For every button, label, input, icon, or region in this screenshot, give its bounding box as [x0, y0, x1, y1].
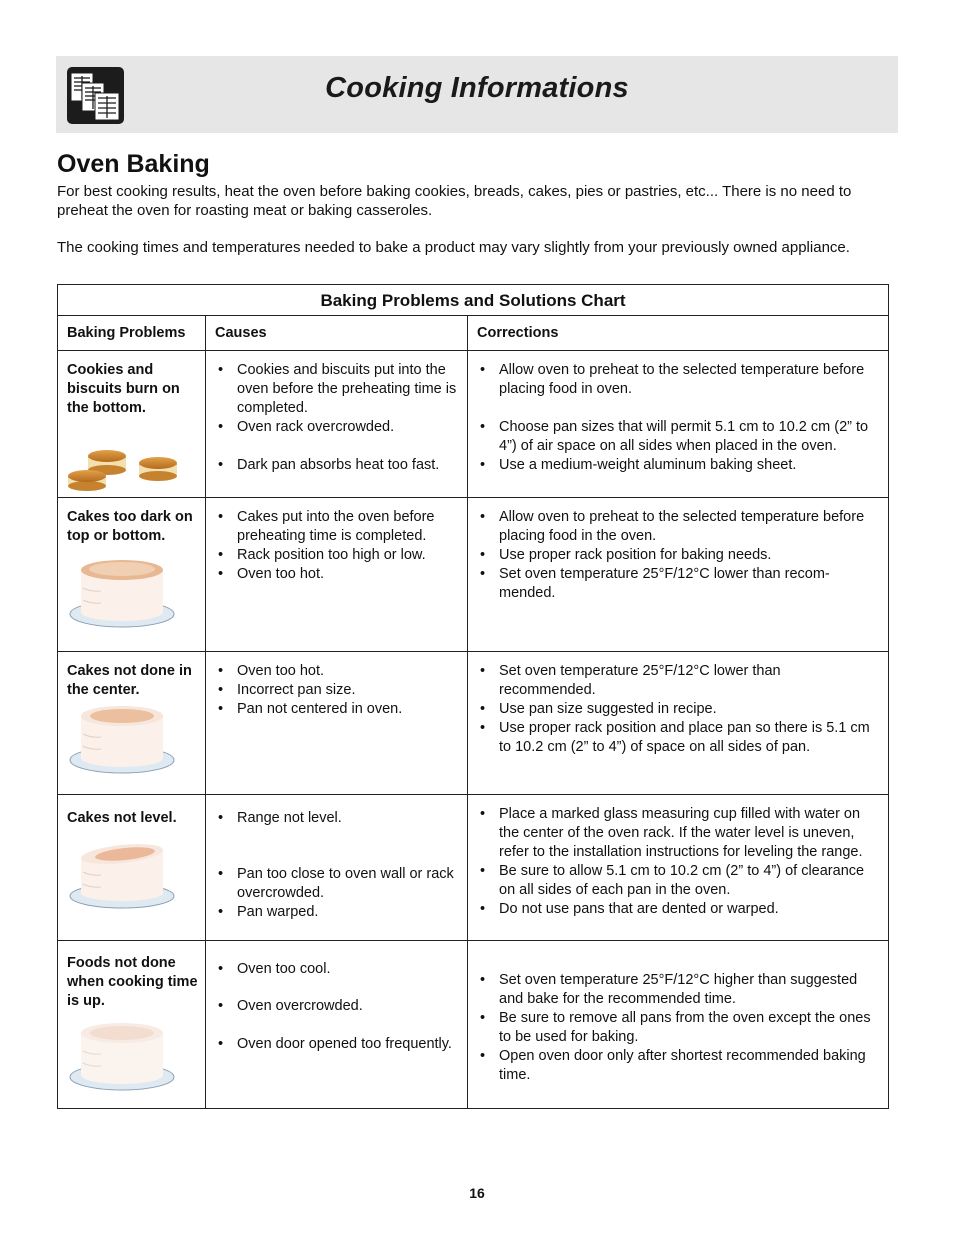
list-item: • Range not level.	[216, 809, 457, 828]
problem-cell	[58, 498, 206, 652]
problem-label: Cakes not done in the center.	[67, 663, 192, 698]
causes-list	[216, 508, 457, 584]
problem-cell	[58, 941, 206, 1109]
corrections-list	[478, 662, 878, 757]
corrections-cell	[468, 498, 889, 652]
list-item: • Oven too hot.	[216, 662, 457, 681]
causes-cell	[206, 351, 468, 498]
list-item: • Set oven temperature 25°F/12°C lower than recommended.	[478, 662, 878, 700]
causes-list	[216, 809, 457, 922]
corrections-list	[478, 361, 878, 475]
corrections-cell	[468, 652, 889, 795]
cake-icon	[67, 704, 177, 776]
causes-list	[216, 361, 457, 475]
causes-cell	[206, 498, 468, 652]
list-item: • Oven too hot.	[216, 565, 457, 584]
column-header-row	[58, 316, 889, 351]
list-item: • Cookies and biscuits put into the oven before the preheating time is completed.	[216, 361, 457, 418]
corrections-list	[478, 805, 878, 919]
cookies-icon	[67, 430, 187, 492]
list-item: • Rack position too high or low.	[216, 546, 457, 565]
chart-title: Baking Problems and Solutions Chart	[58, 285, 889, 316]
corrections-list	[478, 971, 878, 1085]
problem-cell	[58, 351, 206, 498]
column-header-causes: Causes	[206, 316, 468, 351]
tilted-cake-icon	[67, 840, 177, 912]
corrections-list	[478, 508, 878, 603]
list-item: • Use proper rack position for baking needs.	[478, 546, 878, 565]
page-title: Cooking Informations	[325, 72, 629, 104]
list-item: • Oven too cool.	[216, 960, 457, 979]
corrections-cell	[468, 795, 889, 941]
list-item: • Be sure to allow 5.1 cm to 10.2 cm (2” to 4”) of clearance on all sides of each pan in the oven.	[478, 862, 878, 900]
list-item: • Do not use pans that are dented or warped.	[478, 900, 878, 919]
list-item: • Pan warped.	[216, 903, 457, 922]
problem-cell	[58, 795, 206, 941]
causes-cell	[206, 941, 468, 1109]
column-header-problems: Baking Problems	[58, 316, 206, 351]
table-row	[58, 351, 889, 498]
page-number: 16	[469, 1185, 485, 1201]
corrections-cell	[468, 941, 889, 1109]
table-row	[58, 795, 889, 941]
causes-cell	[206, 652, 468, 795]
list-item: • Oven overcrowded.	[216, 997, 457, 1016]
causes-list	[216, 662, 457, 719]
list-item: • Allow oven to preheat to the selected temperature before placing food in the oven.	[478, 508, 878, 546]
cake-icon	[67, 558, 177, 630]
list-item: • Be sure to remove all pans from the oven except the ones to be used for baking.	[478, 1009, 878, 1047]
table-row	[58, 498, 889, 652]
section-title: Oven Baking	[57, 150, 210, 178]
list-item: • Cakes put into the oven before preheating time is completed.	[216, 508, 457, 546]
table-row	[58, 941, 889, 1109]
list-item: • Oven door opened too frequently.	[216, 1035, 457, 1054]
column-header-corrections: Corrections	[468, 316, 889, 351]
list-item: • Allow oven to preheat to the selected temperature before placing food in oven.	[478, 361, 878, 399]
list-item: • Oven rack overcrowded.	[216, 418, 457, 437]
list-item: • Place a marked glass measuring cup filled with water on the center of the oven rack. If the water level is uneven, refer to the installation instructions for leveling the range.	[478, 805, 878, 862]
problem-label: Cakes not level.	[67, 810, 177, 826]
list-item: • Incorrect pan size.	[216, 681, 457, 700]
list-item: • Choose pan sizes that will permit 5.1 cm to 10.2 cm (2” to 4”) of air space on all sides when placed in the oven.	[478, 418, 878, 456]
chart-title-row	[58, 285, 889, 316]
problem-label: Cookies and biscuits burn on the bottom.	[67, 362, 180, 416]
list-item: • Use proper rack position and place pan so there is 5.1 cm to 10.2 cm (2” to 4”) of space on all sides of pan.	[478, 719, 878, 757]
pale-cake-icon	[67, 1021, 177, 1093]
causes-cell	[206, 795, 468, 941]
baking-chart-table	[57, 284, 889, 1109]
problem-label: Foods not done when cooking time is up.	[67, 955, 198, 1009]
list-item: • Open oven door only after shortest recommended baking time.	[478, 1047, 878, 1085]
corrections-cell	[468, 351, 889, 498]
list-item: • Dark pan absorbs heat too fast.	[216, 456, 457, 475]
list-item: • Pan not centered in oven.	[216, 700, 457, 719]
intro-paragraph: The cooking times and temperatures needed to bake a product may vary slightly from your previously owned appliance.	[57, 239, 850, 256]
list-item: • Set oven temperature 25°F/12°C lower than recom-mended.	[478, 565, 878, 603]
list-item: • Set oven temperature 25°F/12°C higher than suggested and bake for the recommended time.	[478, 971, 878, 1009]
problem-cell	[58, 652, 206, 795]
problem-label: Cakes too dark on top or bottom.	[67, 509, 193, 544]
intro-paragraph: For best cooking results, heat the oven before baking cookies, breads, cakes, pies or pastries, etc... There is no need to preheat the oven for roasting meat or baking casseroles.	[57, 183, 852, 219]
list-item: • Pan too close to oven wall or rack overcrowded.	[216, 865, 457, 903]
list-item: • Use pan size suggested in recipe.	[478, 700, 878, 719]
table-row	[58, 652, 889, 795]
list-item: • Use a medium-weight aluminum baking sheet.	[478, 456, 878, 475]
causes-list	[216, 960, 457, 1054]
